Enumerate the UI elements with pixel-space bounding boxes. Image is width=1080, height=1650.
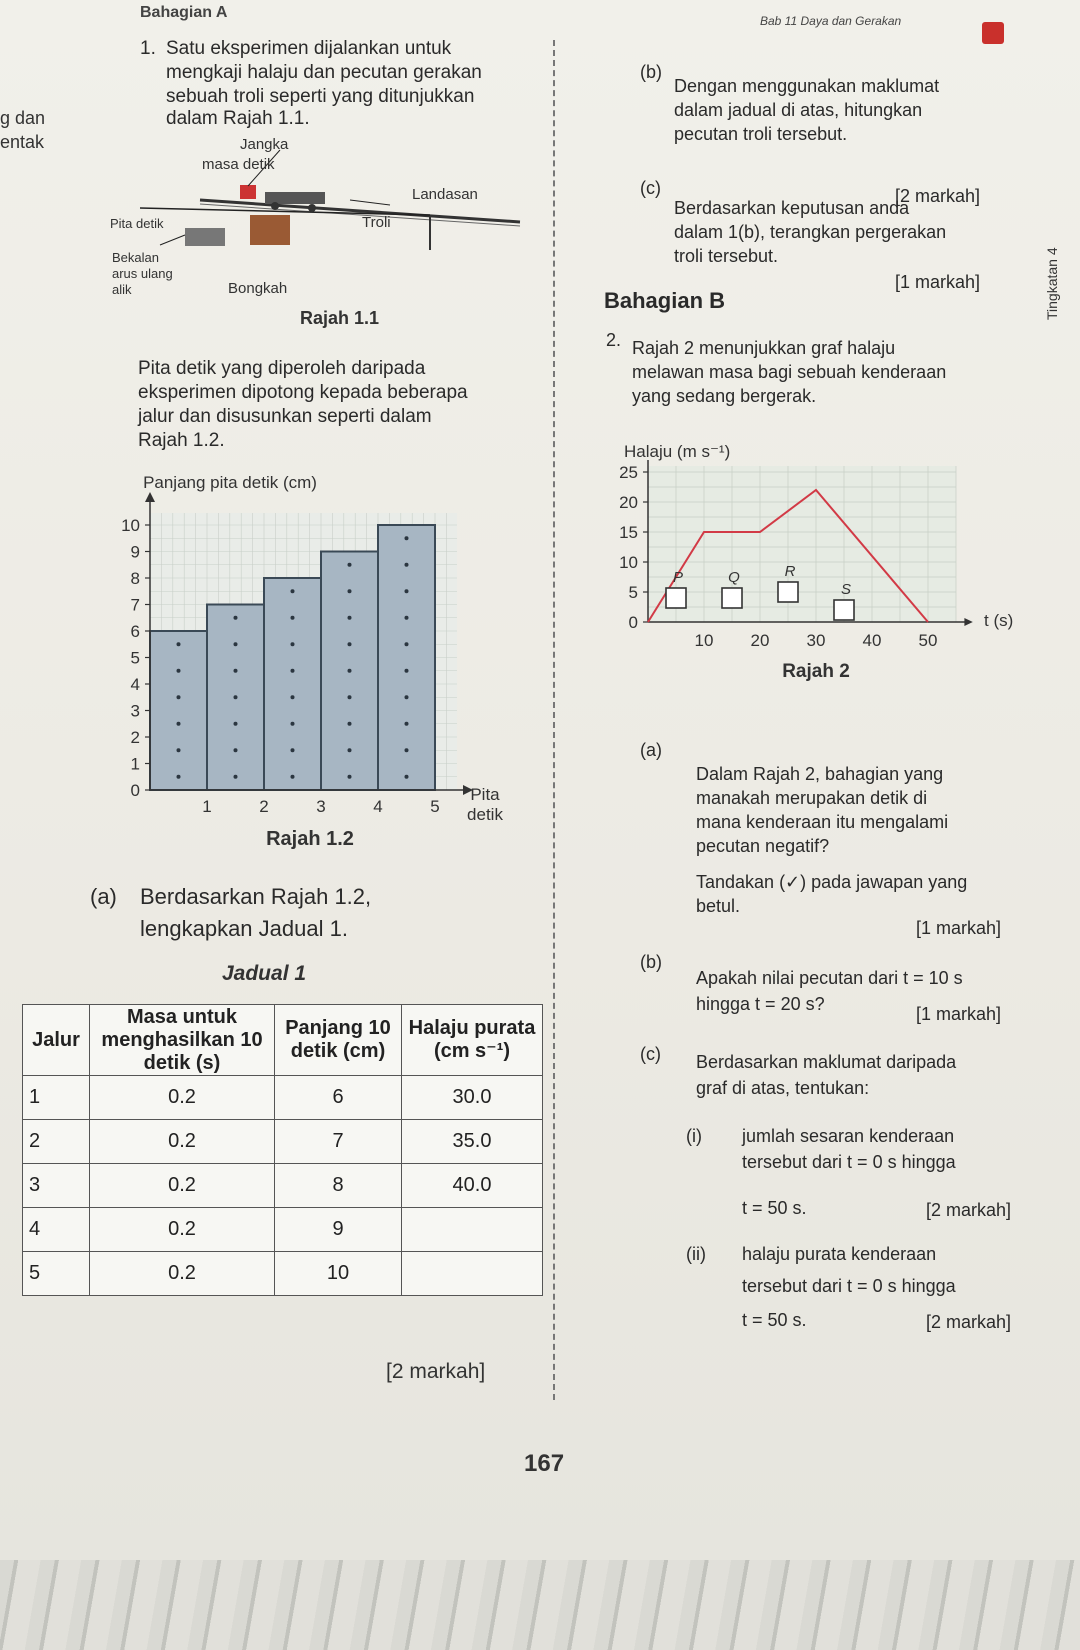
y-tick-label: 15 xyxy=(619,523,638,542)
table-row xyxy=(23,1252,543,1296)
ticker-dot xyxy=(177,642,181,646)
q2c-label: (c) xyxy=(640,1044,661,1064)
table-cell: 0.2 xyxy=(90,1252,275,1296)
table-cell: 4 xyxy=(23,1208,90,1252)
q2a-label: (a) xyxy=(640,740,662,760)
q2-intro-2: melawan masa bagi sebuah kenderaan xyxy=(632,362,947,382)
q1a-line2: lengkapkan Jadual 1. xyxy=(140,916,348,941)
q1c-label: (c) xyxy=(640,178,661,198)
ticker-dot xyxy=(348,669,352,673)
q1-intro-3: sebuah troli seperti yang ditunjukkan xyxy=(166,86,475,107)
ticker-dot xyxy=(405,722,409,726)
y-tick-label: 5 xyxy=(628,583,638,602)
q2cii-line1: halaju purata kenderaan xyxy=(742,1244,937,1264)
ticker-dot xyxy=(177,775,181,779)
label-pita-detik: Pita detik xyxy=(110,216,164,231)
answer-cell[interactable] xyxy=(402,1252,543,1296)
y-tick-label: 6 xyxy=(130,622,140,641)
q1-intro-2: mengkaji halaju dan pecutan gerakan xyxy=(166,62,482,83)
table-row xyxy=(23,1164,543,1208)
table-cell: 2 xyxy=(23,1120,90,1164)
q1-para2-4: Rajah 1.2. xyxy=(138,430,225,451)
q1b-marks: [2 markah] xyxy=(895,186,981,206)
region-label: S xyxy=(840,581,852,598)
label-bekalan: Bekalan xyxy=(112,250,159,265)
section-heading: Bahagian A xyxy=(140,4,228,21)
y-tick-label: 3 xyxy=(130,701,140,721)
q1-number: 1. xyxy=(140,38,156,59)
q2cii-label: (ii) xyxy=(686,1244,706,1264)
x-axis-label-line1: Pita xyxy=(470,785,500,804)
label-alik: alik xyxy=(112,282,132,297)
table-header-jalur: Jalur xyxy=(23,1005,90,1076)
table-header-halaju: Halaju purata (cm s⁻¹) xyxy=(402,1005,543,1076)
y-tick-label: 7 xyxy=(130,595,140,615)
table-cell: 30.0 xyxy=(402,1076,543,1120)
label-troli: Troli xyxy=(362,214,391,231)
label-masa-detik: masa detik xyxy=(202,156,275,173)
q2-intro-3: yang sedang bergerak. xyxy=(632,386,817,406)
q2cii-marks: [2 markah] xyxy=(926,1312,1012,1332)
chapter-heading: Bab 11 Daya dan Gerakan xyxy=(760,14,902,28)
x-tick-label: 4 xyxy=(373,797,383,816)
q2c-line1: Berdasarkan maklumat daripada xyxy=(696,1052,957,1072)
bahagian-b-heading: Bahagian B xyxy=(604,288,726,313)
ticker-dot xyxy=(348,589,352,593)
answer-checkbox xyxy=(666,588,686,608)
ticker-dot xyxy=(177,748,181,752)
y-axis-label: Halaju (m s⁻¹) xyxy=(624,442,731,461)
label-landasan: Landasan xyxy=(412,186,478,203)
x-tick-label: 40 xyxy=(862,631,882,650)
ticker-dot xyxy=(405,589,409,593)
table-cell: 7 xyxy=(275,1120,402,1164)
ticker-dot xyxy=(291,695,295,699)
y-tick-label: 10 xyxy=(619,553,638,572)
ticker-dot xyxy=(348,748,352,752)
x-tick-label: 10 xyxy=(694,631,714,650)
ticker-dot xyxy=(291,616,295,620)
q2ci-marks: [2 markah] xyxy=(926,1200,1012,1220)
ticker-dot xyxy=(234,695,238,699)
ticker-dot xyxy=(348,563,352,567)
q1-intro-1: Satu eksperimen dijalankan untuk xyxy=(166,38,452,59)
q2b-line2: hingga t = 20 s? xyxy=(696,994,825,1014)
x-tick-label: 5 xyxy=(430,797,440,816)
chapter-icon xyxy=(982,22,1004,44)
label-bongkah: Bongkah xyxy=(228,280,288,297)
q2-number: 2. xyxy=(606,330,622,350)
ticker-dot xyxy=(177,669,181,673)
q1a-marks: [2 markah] xyxy=(386,1360,486,1383)
rajah-1-1-diagram xyxy=(100,130,540,320)
q2a-marks: [1 markah] xyxy=(916,918,1002,938)
ticker-dot xyxy=(234,669,238,673)
q2b-marks: [1 markah] xyxy=(916,1004,1002,1024)
rajah-1-1-caption: Rajah 1.1 xyxy=(300,308,380,328)
chart-title: Rajah 1.2 xyxy=(266,828,354,850)
x-axis-arrow xyxy=(964,618,972,626)
edge-text-1: g dan xyxy=(0,108,46,128)
x-axis-label-line2: detik xyxy=(467,805,503,824)
ticker-dot xyxy=(348,775,352,779)
rajah-2-chart xyxy=(600,430,1030,720)
q2a-line1: Dalam Rajah 2, bahagian yang xyxy=(696,764,944,784)
table-cell: 35.0 xyxy=(402,1120,543,1164)
ticker-dot xyxy=(405,642,409,646)
table-cell: 5 xyxy=(23,1252,90,1296)
q2a-line4: pecutan negatif? xyxy=(696,836,830,856)
ticker-dot xyxy=(234,775,238,779)
region-label: P xyxy=(672,569,684,586)
x-tick-label: 30 xyxy=(806,631,826,650)
q1b-line3: pecutan troli tersebut. xyxy=(674,124,848,144)
y-tick-label: 0 xyxy=(130,781,140,800)
y-tick-label: 2 xyxy=(130,728,140,747)
ticker-dot xyxy=(291,642,295,646)
x-axis-label: t (s) xyxy=(984,611,1014,630)
table-row xyxy=(23,1076,543,1120)
ticker-dot xyxy=(405,669,409,673)
q2b-line1: Apakah nilai pecutan dari t = 10 s xyxy=(696,968,963,988)
ticker-dot xyxy=(348,642,352,646)
q1c-line2: dalam 1(b), terangkan pergerakan xyxy=(674,222,947,242)
q2cii-line2: tersebut dari t = 0 s hingga xyxy=(742,1276,956,1296)
answer-cell[interactable] xyxy=(402,1208,543,1252)
y-axis-label: Panjang pita detik (cm) xyxy=(143,473,317,492)
answer-checkbox xyxy=(722,588,742,608)
table-cell: 1 xyxy=(23,1076,90,1120)
ticker-dot xyxy=(291,775,295,779)
q1c-line1: Berdasarkan keputusan anda xyxy=(674,198,910,218)
table-header-masa: Masa untuk menghasilkan 10 detik (s) xyxy=(90,1005,275,1076)
x-tick-label: 1 xyxy=(202,797,212,816)
y-axis-arrow xyxy=(145,492,155,502)
y-tick-label: 8 xyxy=(130,569,140,588)
q1c-line3: troli tersebut. xyxy=(674,246,779,266)
ticker-dot xyxy=(177,722,181,726)
background-floor xyxy=(0,1560,1080,1650)
ticker-dot xyxy=(234,616,238,620)
q2ci-line2: tersebut dari t = 0 s hingga xyxy=(742,1152,956,1172)
table-cell: 0.2 xyxy=(90,1120,275,1164)
y-tick-label: 1 xyxy=(130,754,140,774)
q1-para2-2: eksperimen dipotong kepada beberapa xyxy=(138,382,468,403)
y-tick-label: 9 xyxy=(130,542,140,562)
answer-checkbox xyxy=(834,600,854,620)
ticker-dot xyxy=(348,695,352,699)
q2a-line2: manakah merupakan detik di xyxy=(696,788,928,808)
label-arus-ulang: arus ulang xyxy=(112,266,173,281)
ticker-dot xyxy=(291,669,295,673)
ticker-dot xyxy=(405,616,409,620)
table-cell: 0.2 xyxy=(90,1164,275,1208)
table-cell: 0.2 xyxy=(90,1076,275,1120)
q1b-line2: dalam jadual di atas, hitungkan xyxy=(674,100,923,120)
ticker-dot xyxy=(234,748,238,752)
q2ci-last: t = 50 s. xyxy=(742,1198,807,1218)
q1b-label: (b) xyxy=(640,62,662,82)
y-tick-label: 10 xyxy=(121,516,140,535)
ticker-dot xyxy=(291,589,295,593)
table-cell: 0.2 xyxy=(90,1208,275,1252)
table-title: Jadual 1 xyxy=(222,962,307,985)
page-number: 167 xyxy=(524,1450,565,1477)
ticker-dot xyxy=(405,563,409,567)
jadual-1-table xyxy=(22,1004,543,1296)
ticker-dot xyxy=(234,642,238,646)
table-cell: 9 xyxy=(275,1208,402,1252)
bar xyxy=(264,578,321,790)
q2a-line3: mana kenderaan itu mengalami xyxy=(696,812,949,832)
table-cell: 10 xyxy=(275,1252,402,1296)
side-tab xyxy=(1040,215,1062,325)
ticker-dot xyxy=(348,722,352,726)
table-row xyxy=(23,1208,543,1252)
ticker-dot xyxy=(405,695,409,699)
q1b-line1: Dengan menggunakan maklumat xyxy=(674,76,940,96)
q2a-instruction-2: betul. xyxy=(696,896,741,916)
q2a-instruction-1: Tandakan (✓) pada jawapan yang xyxy=(696,872,968,892)
x-tick-label: 2 xyxy=(259,797,269,816)
ticker-dot xyxy=(405,748,409,752)
q2-intro-1: Rajah 2 menunjukkan graf halaju xyxy=(632,338,896,358)
ticker-dot xyxy=(348,616,352,620)
region-label: Q xyxy=(728,569,740,586)
ticker-dot xyxy=(405,536,409,540)
q2cii-last: t = 50 s. xyxy=(742,1310,807,1330)
q2ci-label: (i) xyxy=(686,1126,702,1146)
grid-background xyxy=(648,466,956,622)
q1a-line1: Berdasarkan Rajah 1.2, xyxy=(140,884,372,909)
ticker-dot xyxy=(291,748,295,752)
table-cell: 8 xyxy=(275,1164,402,1208)
x-tick-label: 20 xyxy=(750,631,770,650)
q1-para2-3: jalur dan disusunkan seperti dalam xyxy=(138,406,432,427)
q1-para2-1: Pita detik yang diperoleh daripada xyxy=(138,358,426,379)
rajah-1-2-chart xyxy=(100,460,550,850)
answer-checkbox xyxy=(778,582,798,602)
table-row xyxy=(23,1120,543,1164)
table-cell: 6 xyxy=(275,1076,402,1120)
q1a-label: (a) xyxy=(90,884,117,909)
q1c-marks: [1 markah] xyxy=(895,272,981,292)
column-divider xyxy=(553,40,555,1400)
chart-title: Rajah 2 xyxy=(782,661,850,682)
region-label: R xyxy=(784,563,796,580)
q2b-label: (b) xyxy=(640,952,662,972)
table-cell: 3 xyxy=(23,1164,90,1208)
side-tab-label: Tingkatan 4 xyxy=(1044,247,1060,320)
bar xyxy=(150,631,207,790)
table-header-panjang: Panjang 10 detik (cm) xyxy=(275,1005,402,1076)
y-tick-label: 20 xyxy=(619,493,638,512)
q1-intro-4: dalam Rajah 1.1. xyxy=(166,108,310,129)
q2ci-line1: jumlah sesaran kenderaan xyxy=(742,1126,955,1146)
y-tick-label: 4 xyxy=(130,675,140,694)
ticker-dot xyxy=(234,722,238,726)
y-tick-label: 25 xyxy=(619,463,638,482)
label-jangka: Jangka xyxy=(240,136,289,153)
y-tick-label: 0 xyxy=(628,613,638,632)
y-tick-label: 5 xyxy=(130,648,140,668)
ticker-dot xyxy=(177,695,181,699)
edge-text-2: entak xyxy=(0,132,45,152)
ticker-dot xyxy=(405,775,409,779)
table-cell: 40.0 xyxy=(402,1164,543,1208)
q2c-line2: graf di atas, tentukan: xyxy=(696,1078,870,1098)
x-tick-label: 3 xyxy=(316,797,326,816)
x-tick-label: 50 xyxy=(918,631,938,650)
ticker-dot xyxy=(291,722,295,726)
